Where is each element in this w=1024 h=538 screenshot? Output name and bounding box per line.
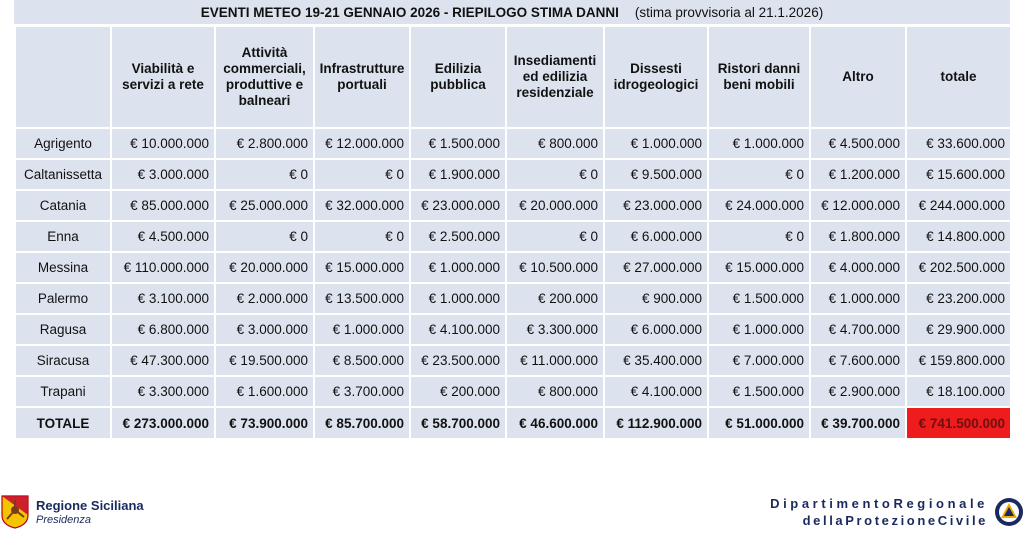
column-header-dissesti: Dissesti idrogeologici <box>604 26 708 128</box>
cell-insediamenti: € 46.600.000 <box>506 407 604 439</box>
cell-totale: € 18.100.000 <box>906 376 1011 407</box>
column-header-insediamenti: Insediamenti ed edilizia residenziale <box>506 26 604 128</box>
department-name-line1: DipartimentoRegionale <box>770 496 988 511</box>
cell-viabilita: € 85.000.000 <box>111 190 215 221</box>
region-branding <box>0 494 144 530</box>
cell-altro: € 4.000.000 <box>810 252 906 283</box>
cell-totale: € 202.500.000 <box>906 252 1011 283</box>
cell-dissesti: € 4.100.000 <box>604 376 708 407</box>
cell-insediamenti: € 0 <box>506 159 604 190</box>
cell-insediamenti: € 10.500.000 <box>506 252 604 283</box>
cell-infrastrutture: € 15.000.000 <box>314 252 410 283</box>
row-label: Siracusa <box>15 345 111 376</box>
table-row <box>15 283 1011 314</box>
region-name: Regione Siciliana <box>36 498 144 513</box>
cell-attivita: € 3.000.000 <box>215 314 314 345</box>
cell-viabilita: € 110.000.000 <box>111 252 215 283</box>
row-label: TOTALE <box>15 407 111 439</box>
cell-edilizia-pubblica: € 23.000.000 <box>410 190 506 221</box>
report-subtitle: (stima provvisoria al 21.1.2026) <box>634 4 824 20</box>
cell-ristori: € 7.000.000 <box>708 345 810 376</box>
cell-totale: € 14.800.000 <box>906 221 1011 252</box>
column-header-infrastrutture: Infrastrutture portuali <box>314 26 410 128</box>
department-name-line2: dellaProtezioneCivile <box>802 513 988 528</box>
column-header-viabilita: Viabilità e servizi a rete <box>111 26 215 128</box>
damage-estimate-table <box>14 25 1012 440</box>
table-row <box>15 221 1011 252</box>
cell-infrastrutture: € 12.000.000 <box>314 128 410 159</box>
cell-dissesti: € 1.000.000 <box>604 128 708 159</box>
cell-viabilita: € 4.500.000 <box>111 221 215 252</box>
cell-edilizia-pubblica: € 200.000 <box>410 376 506 407</box>
cell-attivita: € 0 <box>215 221 314 252</box>
cell-totale: € 29.900.000 <box>906 314 1011 345</box>
row-label: Enna <box>15 221 111 252</box>
cell-viabilita: € 6.800.000 <box>111 314 215 345</box>
column-header-altro: Altro <box>810 26 906 128</box>
table-row <box>15 376 1011 407</box>
cell-attivita: € 20.000.000 <box>215 252 314 283</box>
cell-altro: € 1.000.000 <box>810 283 906 314</box>
cell-altro: € 39.700.000 <box>810 407 906 439</box>
column-header-totale: totale <box>906 26 1011 128</box>
cell-ristori: € 51.000.000 <box>708 407 810 439</box>
cell-edilizia-pubblica: € 58.700.000 <box>410 407 506 439</box>
column-header-province <box>15 26 111 128</box>
column-header-edilizia-pubblica: Edilizia pubblica <box>410 26 506 128</box>
cell-insediamenti: € 800.000 <box>506 128 604 159</box>
cell-edilizia-pubblica: € 23.500.000 <box>410 345 506 376</box>
cell-altro: € 4.500.000 <box>810 128 906 159</box>
cell-viabilita: € 47.300.000 <box>111 345 215 376</box>
column-header-attivita: Attività commerciali, produttive e balneari <box>215 26 314 128</box>
row-label: Catania <box>15 190 111 221</box>
table-row <box>15 314 1011 345</box>
region-subtitle: Presidenza <box>36 514 92 526</box>
cell-dissesti: € 35.400.000 <box>604 345 708 376</box>
cell-altro: € 1.800.000 <box>810 221 906 252</box>
cell-infrastrutture: € 32.000.000 <box>314 190 410 221</box>
cell-edilizia-pubblica: € 2.500.000 <box>410 221 506 252</box>
cell-ristori: € 1.000.000 <box>708 128 810 159</box>
cell-insediamenti: € 200.000 <box>506 283 604 314</box>
report-title-bar <box>14 0 1010 25</box>
cell-altro: € 12.000.000 <box>810 190 906 221</box>
cell-altro: € 2.900.000 <box>810 376 906 407</box>
total-row <box>15 407 1011 439</box>
table-row <box>15 128 1011 159</box>
cell-infrastrutture: € 1.000.000 <box>314 314 410 345</box>
cell-viabilita: € 10.000.000 <box>111 128 215 159</box>
cell-attivita: € 0 <box>215 159 314 190</box>
table-row <box>15 190 1011 221</box>
row-label: Messina <box>15 252 111 283</box>
cell-viabilita: € 3.300.000 <box>111 376 215 407</box>
report-title: EVENTI METEO 19-21 GENNAIO 2026 - RIEPILOGO STIMA DANNI <box>200 4 619 20</box>
cell-insediamenti: € 11.000.000 <box>506 345 604 376</box>
row-label: Trapani <box>15 376 111 407</box>
cell-edilizia-pubblica: € 4.100.000 <box>410 314 506 345</box>
cell-altro: € 7.600.000 <box>810 345 906 376</box>
column-header-ristori: Ristori danni beni mobili <box>708 26 810 128</box>
cell-dissesti: € 27.000.000 <box>604 252 708 283</box>
cell-attivita: € 73.900.000 <box>215 407 314 439</box>
cell-attivita: € 2.000.000 <box>215 283 314 314</box>
cell-attivita: € 25.000.000 <box>215 190 314 221</box>
table-row <box>15 252 1011 283</box>
cell-dissesti: € 112.900.000 <box>604 407 708 439</box>
cell-infrastrutture: € 13.500.000 <box>314 283 410 314</box>
cell-edilizia-pubblica: € 1.000.000 <box>410 252 506 283</box>
trinacria-emblem-icon <box>0 495 30 529</box>
cell-attivita: € 19.500.000 <box>215 345 314 376</box>
cell-ristori: € 1.500.000 <box>708 283 810 314</box>
cell-totale: € 741.500.000 <box>906 407 1011 439</box>
cell-totale: € 23.200.000 <box>906 283 1011 314</box>
cell-totale: € 244.000.000 <box>906 190 1011 221</box>
cell-infrastrutture: € 0 <box>314 221 410 252</box>
cell-attivita: € 1.600.000 <box>215 376 314 407</box>
cell-totale: € 33.600.000 <box>906 128 1011 159</box>
cell-insediamenti: € 20.000.000 <box>506 190 604 221</box>
protezione-civile-logo-icon <box>994 497 1024 527</box>
row-label: Agrigento <box>15 128 111 159</box>
cell-ristori: € 1.000.000 <box>708 314 810 345</box>
cell-insediamenti: € 0 <box>506 221 604 252</box>
table-row <box>15 159 1011 190</box>
cell-altro: € 1.200.000 <box>810 159 906 190</box>
table-row <box>15 345 1011 376</box>
cell-totale: € 15.600.000 <box>906 159 1011 190</box>
cell-edilizia-pubblica: € 1.900.000 <box>410 159 506 190</box>
cell-infrastrutture: € 0 <box>314 159 410 190</box>
cell-attivita: € 2.800.000 <box>215 128 314 159</box>
cell-ristori: € 1.500.000 <box>708 376 810 407</box>
cell-dissesti: € 9.500.000 <box>604 159 708 190</box>
cell-insediamenti: € 800.000 <box>506 376 604 407</box>
row-label: Palermo <box>15 283 111 314</box>
cell-infrastrutture: € 8.500.000 <box>314 345 410 376</box>
cell-viabilita: € 273.000.000 <box>111 407 215 439</box>
cell-edilizia-pubblica: € 1.500.000 <box>410 128 506 159</box>
row-label: Caltanissetta <box>15 159 111 190</box>
cell-ristori: € 0 <box>708 159 810 190</box>
department-branding <box>770 494 1024 530</box>
cell-dissesti: € 6.000.000 <box>604 221 708 252</box>
cell-totale: € 159.800.000 <box>906 345 1011 376</box>
table-body <box>15 128 1011 439</box>
cell-edilizia-pubblica: € 1.000.000 <box>410 283 506 314</box>
cell-ristori: € 24.000.000 <box>708 190 810 221</box>
cell-dissesti: € 23.000.000 <box>604 190 708 221</box>
row-label: Ragusa <box>15 314 111 345</box>
cell-infrastrutture: € 85.700.000 <box>314 407 410 439</box>
cell-ristori: € 15.000.000 <box>708 252 810 283</box>
cell-dissesti: € 6.000.000 <box>604 314 708 345</box>
cell-ristori: € 0 <box>708 221 810 252</box>
cell-viabilita: € 3.000.000 <box>111 159 215 190</box>
cell-dissesti: € 900.000 <box>604 283 708 314</box>
cell-infrastrutture: € 3.700.000 <box>314 376 410 407</box>
cell-insediamenti: € 3.300.000 <box>506 314 604 345</box>
cell-altro: € 4.700.000 <box>810 314 906 345</box>
table-header-row <box>15 26 1011 128</box>
cell-viabilita: € 3.100.000 <box>111 283 215 314</box>
